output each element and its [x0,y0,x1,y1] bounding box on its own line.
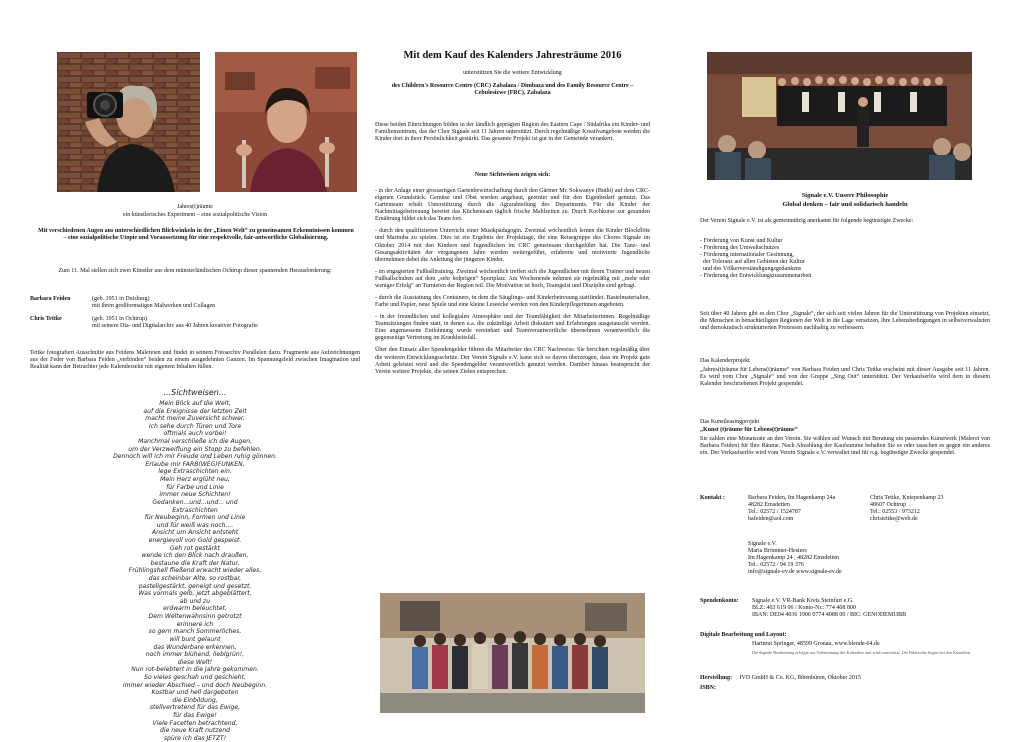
poem-line: macht meine Zuversicht schwer. [145,415,245,423]
purpose-item: und des Völkerverständigungsgedankens [700,266,802,273]
artist-birth: (geb. 1951 in Ochtrup) [92,316,147,323]
contact-line: Tel.: 02572 / 1524787 [748,509,801,516]
poem-line: immer wieder Abschied – und doch Neubeginn. [122,681,268,689]
poem-line: energievoll von Gold gespeist. [148,536,242,544]
artist-row [30,323,360,330]
poem-line: ab und zu [179,597,211,605]
poem-line: für Farbe und Linie [166,483,224,491]
poem-line: immer neue Schichten! [159,491,231,499]
poem-line: Ich sehe durch Türen und Tore [148,422,242,430]
paragraph: - in der freundlichen und kollegialen Atmosphäre und der Teamfähigkeit der Mitarbeiterinnen. Regelmäßige Teamsitzungen finden statt, in denen u.a. die zukünftige Arbeit diskutiert und Erfahrungen ausgetauscht werden. Eine angemessene Entlohnung wurde vereinbart und Teamverantwortliche übernehmen verantwortlich die gegenseitige Vertretung im Krankheitsfall. [375,314,650,342]
artist-work: mit seinem Dia- und Digitalarchiv aus 40 Jahren kreativer Fotografie [92,323,258,330]
poem-title: ...Sichtweisen... [163,388,227,397]
poem-line: auf die Ereignisse der letzten Zeit [143,407,247,415]
contact-line: Barbara Feiden, Im Hagenkamp 24a [748,495,836,501]
section-subheading: Global denken – fair und solidarisch handeln [782,201,908,208]
section-heading: Signale e.V. Unsere Philosophie [801,192,889,199]
section-heading: Neue Sichtweisen zeigen sich: [474,172,551,178]
poem-line: So vieles geschah und geschieht, [144,673,246,681]
contact-line: Signale e.V. [748,541,777,547]
purpose-list [700,238,990,280]
purpose-item: - Förderung der Entwicklungszusammenarbeit [700,273,812,280]
bank-line: IBAN: DE04 4036 1906 0774 4088 00 / BIC: GENODEM1IBB [752,612,907,619]
caption-title: Jahres(t)räume [177,204,213,210]
contact-line: bafeiden@aol.com [748,516,794,523]
project-title: Das Kalenderprojekt [700,358,750,364]
poem-line: stellvertretend für das Ewige, [149,704,241,712]
print-row [700,675,990,682]
artist-name: Barbara Feiden [30,296,71,302]
photo-group [380,593,645,713]
contact-line: Chris Tettke, Kniepenkamp 23 [870,495,944,501]
poem-line: erdwarm beleuchtet. [163,605,227,613]
poem-line: erinnere ich [176,620,214,628]
leasing-text: Sie zahlen eine Monatsrate an den Verein. Sie wählen auf Wunsch mit Beratung ein passendes Kunstwerk (Malerei von Barbara Feiden) für Ihre Räume. Nach Abzahlung der Kaufsumme behalten Sie es oder tauschen es gegen ein anderes ein. Der Verkaufserlös wird vom Verein Signale e.V. verwaltet und für o.g. begünstigte Zwecke gespendet. [700,436,990,457]
bank-label: Spendenkonto: [700,598,739,604]
project-text: „Jahres(t)räume für Lebens(t)räume“ von Barbara Feiden und Chris Tettke erscheint mit dieser Ausgabe seit 11 Jahren. Es wird vom Chor „Signale“ und von der Gruppe „Sing Out“ unterstützt. Der Verkaufserlös wird dem in diesem Kalender beschriebenen Projekt gespendet. [700,367,990,388]
paragraph: Über den Einsatz aller Spendengelder führen die Mitarbeiter des CRC Nachweise. Sie berichten regelmäßig über die weiteren Entwicklungsschritte. Der Verein Signale e.V. kann sich so davon überzeugen, dass im Projekt gute Arbeit geleistet wird und die Spendengelder verantwortlich genutzt werden. Darüber hinaus beansprucht der Verein weitere Projekte, die seinen Zielen entsprechen. [375,347,650,375]
contact-line: Tel.: 02572 / 94 19 376 [748,562,804,569]
right-column [700,0,990,741]
poem-line: das Wunderbare erkennen, [153,643,237,651]
body-text: Tettke fotografiert Ausschnitte aus Feidens Malereien und findet in seinem Fotoarchiv Parallelen dazu. Fragmente aus Aufzeichnungen aus der Feder von Barbara Feiden „verbinden“ beiden zu einem ausgedehnten Ganzen. Im Spannungsfeld zwischen Imagination und Realität kann der Betrachter jede Kalenderseite mit eigenem Inhalten füllen. [30,350,360,371]
layout-text: Hartmut Springer, 48599 Gronau, www.blende-64.de [752,641,880,647]
caption-subtitle: ein künstlerisches Experiment – eine sozialpolitische Vision [122,212,268,218]
poem-line: um der Verzweiflung ein Stopp zu befehlen. [128,445,262,453]
artist-row [30,303,360,310]
poem-line: wende ich den Blick nach draußen, [141,552,249,560]
paragraph-list [375,188,650,381]
poem-line: die Einbildung, [172,696,218,704]
poem-line: spüre ich das JETZT! [163,734,227,742]
artist-work: mit ihren großformatigen Malwerken und Collagen [92,303,216,310]
photo-painter [215,52,357,192]
contact-line: Maria Brömmer-Hesters [748,548,807,555]
poem-line: Viele Facetten betrachtend, [152,719,238,727]
poem-line: Dennoch will ich mir Freude und Leben ruhig gönnen. [113,453,277,461]
paragraph: - in der Anlage einer grossartigen Gartenbewirtschaftung durch den Gärtner Mr. Sokwanye (Buthi) auf dem CRC-eigenen Grundstück. Gemüse und Obst werden angebaut, geerntet und für den Eigenbedarf genutzt. Das Gartenteam erhält Unterstützung durch die Agrarabteilung des Departments. Für die Kinder der Nachmittagsbetreuung bereitet das Küchenteam täglich frische Mahlzeiten zu. Durch Kochkurse zur gesunden Ernährung bildet sich das Team fort. [375,188,650,223]
isbn-label: ISBN: [700,685,717,691]
contact-line: info@signale-ev.de www.signale-ev.de [748,569,842,576]
poem-line: Gedanken...und...und... und [152,498,238,506]
org-names: des Children's Resource Centre (CRC) Zabalaza / Dimbaza und des Family Resource Centre – Cebulesizwe (FRC), Zabalaza [391,83,634,97]
contact-line: 48607 Ochtrup [870,502,907,509]
contact-label: Kontakt : [700,495,725,501]
poem-line: oftmals auch vorbei! [163,430,227,438]
purpose-item: - Förderung von Kunst und Kultur [700,238,783,244]
poem-line: das scheinbar Alte, so rostbar, [148,575,242,583]
poem-line: für das Ewige! [173,711,217,719]
middle-column [375,0,650,741]
bank-details [752,598,990,619]
paragraph: - durch die Ausstattung des Containers, in dem die Säuglings- und Kinderbetreuung stattfindet. Bastelmaterialien, Farbe und Papier, neue Spiele und eine kleine Leseecke werden von den Kinderpflegerinnen angeboten. [375,295,650,309]
small-note: Die digitale Bearbeitung erfolgte zur Vorbereitung des Kalenders und wird unterstützt. Die Bildrechte liegen bei den Künstlern. [752,650,972,655]
poem-line: die neue Kraft nutzend [160,727,230,735]
paragraph: - im engagierten Fußballtraining. Zweimal wöchentlich treffen sich die Jugendlichen mit ihrem Trainer und neuen Fußballschuhen auf dem „sehr holprigen“ Sportplatz. Am Wochenende nehmen sie regelmäßig mit „mehr oder weniger Erfolg“ an Turnieren der Region teil. Die Motivation ist hoch, Teamgeist und Disziplin sind gefragt. [375,268,650,289]
intro-text: Diese beiden Einrichtungen bilden in der ländlich geprägten Region des Eastern Cape / Südafrika ein Kinder- und Familienzentrum, das der Chor Signale seit 11 Jahren unterstützt. Durch regelmäßige Kreativangebote werden die Kinder dort in ihrer Persönlichkeit gestärkt. Das gesamte Projekt ist gut in der Gemeinde verankert. [375,122,650,143]
contact-line: christettke@web.de [870,516,918,523]
bank-line: Signale e.V. VR-Bank Kreis Steinfurt e.G. [752,598,854,604]
contact-line: 48282 Emsdetten [748,502,790,509]
poem-line: Mein Herz erglüht neu, [160,476,230,484]
poem [50,400,340,742]
poem-line: Was vormals gelb, jetzt abgeblättert, [138,590,252,598]
poem-line: Erlaube mir FARB(WEG)FUNKEN, [145,460,245,468]
poem-line: Mein Blick auf die Welt, [159,400,231,407]
poem-line: für Neubeginn, Formen und Linie [144,514,246,522]
leasing-title: Das Kunstleasingprojekt [700,419,760,425]
photo-choir [707,52,972,180]
leasing-subtitle: „Kunst (t)räume für Lebens(t)räume“ [700,427,798,433]
poem-line: bestaune die Kraft der Natur. [150,559,240,567]
poem-line: Extraschichten [172,506,218,514]
photo-photographer [57,52,200,192]
contact-line: Tel.: 02553 / 973212 [870,509,920,516]
poem-line: lege Extraschichten ein. [158,468,232,476]
bank-line: BLZ: 403 619 06 / Konto-Nr.: 774 408 800 [752,605,856,612]
intro-bold: Mit verschiedenen Augen aus unterschiedlichen Blickwinkeln in der „Einen Welt“ zu gemeinsamen Erkenntnissen kommen – eine sozialpolitische Utopie und Voraussetzung für eine respektvolle, fair-antwortliche Globalisierung. [38,228,354,242]
print-label: Herstellung: [700,675,732,681]
subtitle: unterstützen Sie die weitere Entwicklung [463,70,562,76]
poem-line: Ansicht um Ansicht entsteht [151,529,239,537]
artist-list [30,296,360,330]
artist-name: Chris Tettke [30,316,62,323]
contact-line: Im Hagenkamp 24 , 48282 Emsdetten [748,555,839,562]
artist-birth: (geb. 1951 in Duisburg) [92,296,150,302]
intro-text: Zum 11. Mal stellen sich zwei Künstler aus dem münsterländischen Ochtrup dieser spannenden Herausforderung: [58,268,332,274]
poem-line: diese Welt! [177,658,213,666]
poem-line: pastellgestärkt, geneigt und gesetzt. [138,582,252,590]
page-title: Mit dem Kauf des Kalenders Jahresträume 2016 [403,50,622,61]
contact-tettke [870,495,990,523]
poem-line: Dem Weltenwahnsinn getrotzt [148,613,242,621]
purpose-item: der Toleranz auf allen Gebieten der Kultur [700,259,805,266]
poem-line: Nun rot-belebtert in die Jahre gekommen. [131,666,259,674]
poem-line: und für weiß was noch.... [156,521,234,529]
poem-line: Kostbar und hell dargeboten [151,689,239,697]
poem-line: Manchmal verschließe ich die Augen, [138,438,252,446]
left-column [30,0,360,741]
poem-line: so gern manch Sommerliches, [148,628,242,636]
print-text: IVD GmbH & Co. KG, Ibbenbüren, Oktober 2015 [739,675,861,681]
poem-line: Frühlingshell fließend erwacht wieder alles, [128,567,262,575]
paragraph: - durch den qualifizierten Unterricht einer Musikpädagogin. Zweimal wöchentlich lernen die Kinder Blockflöte und Marimba zu spielen. Dies ist ein Ergebnis der Projekttage, die eine Reisegruppe des Chores Signale im Oktober 2014 mit den Kindern und Jugendlichen im CRC gemeinsam durchgeführt hat. Die Tanz- und Gesangsaktivitäten der vergangenen Jahre werden weitergeführt, erfahrene und motivierte Jugendliche übernehmen dabei die Anleitung der jüngeren Kinder. [375,228,650,263]
purpose-item: - Förderung des Umweltschutzes [700,245,780,252]
contact-feiden [748,495,868,523]
choir-text: Seit über 40 Jahren gibt es den Chor „Signale“, der sich seit vielen Jahren für die Unterstützung von Projekten einsetzt, die Menschen in benachteiligten Regionen der Welt in die Lage versetzen, ihre Lebensbedingungen in selbstverwalteten und demokratisch strukturierten Prozessen nachhaltig zu verbessern. [700,311,990,332]
poem-line: noch immer blühend, lieblgrün!, [145,651,245,659]
contact-signale [748,541,988,576]
poem-line: Geh rot gestärkt [169,544,221,552]
layout-label: Digitale Bearbeitung und Layout: [700,632,787,638]
purpose-item: - Förderung internationaler Gesinnung, [700,252,794,259]
poem-line: will bunt gelaunt [169,635,221,643]
intro-text: Der Verein Signale e.V. ist als gemeinnützig anerkannt für folgende begünstigte Zwecke: [700,218,914,224]
